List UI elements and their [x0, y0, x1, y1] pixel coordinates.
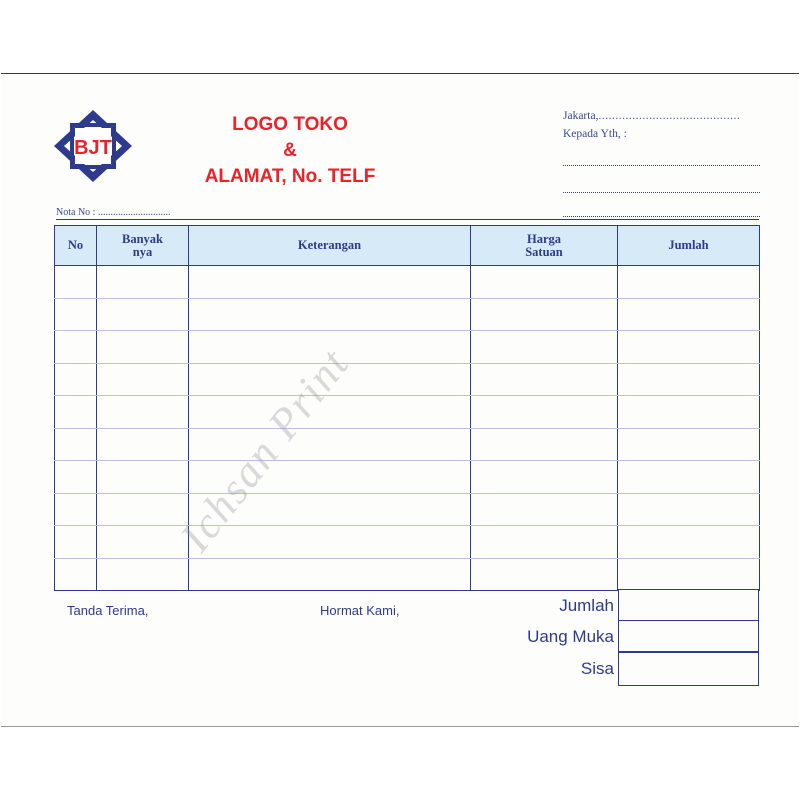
recipient-block: [563, 110, 763, 146]
total-label: Jumlah: [559, 596, 614, 615]
col-qty-cell[interactable]: [97, 331, 189, 364]
received-by-label: Tanda Terima,: [67, 603, 149, 618]
col-no-cell[interactable]: [55, 428, 97, 461]
col-no-cell[interactable]: [55, 526, 97, 559]
col-qty-cell[interactable]: [97, 558, 189, 591]
recipient-label: Kepada Yth, :: [563, 128, 627, 140]
col-header-qty-line1: Banyak: [122, 231, 163, 246]
balance-label: Sisa: [580, 659, 614, 678]
col-price-cell[interactable]: [471, 526, 618, 559]
city-label: Jakarta,: [563, 110, 599, 122]
table-row: [55, 461, 760, 494]
col-qty-cell[interactable]: [97, 461, 189, 494]
col-no-cell[interactable]: [55, 558, 97, 591]
col-qty-cell[interactable]: [97, 363, 189, 396]
col-price-cell[interactable]: [471, 363, 618, 396]
col-price-cell[interactable]: [471, 493, 618, 526]
col-desc-cell[interactable]: [189, 558, 471, 591]
recipient-line-1[interactable]: [563, 165, 760, 166]
col-header-qty: [97, 226, 189, 266]
table-row: [55, 298, 760, 331]
deposit-label: Uang Muka: [527, 627, 614, 646]
col-header-no: No: [55, 226, 97, 266]
regards-label: Hormat Kami,: [320, 603, 400, 618]
table-row: [55, 493, 760, 526]
col-no-cell[interactable]: [55, 298, 97, 331]
header-divider: [56, 219, 759, 220]
col-no-cell[interactable]: [55, 266, 97, 299]
col-jumlah-cell[interactable]: [618, 558, 760, 591]
balance-field[interactable]: [618, 652, 759, 686]
items-table: [54, 225, 760, 591]
deposit-field[interactable]: [618, 620, 759, 652]
shop-name: LOGO TOKO: [232, 114, 348, 135]
city-dots: ..........................................: [598, 110, 741, 122]
col-jumlah-cell[interactable]: [618, 298, 760, 331]
col-price-cell[interactable]: [471, 396, 618, 429]
watermark: Ichsan Print: [170, 339, 359, 561]
recipient-line-3[interactable]: [563, 216, 760, 217]
col-jumlah-cell[interactable]: [618, 428, 760, 461]
col-price-cell[interactable]: [471, 428, 618, 461]
col-price-cell[interactable]: [471, 331, 618, 364]
table-row: [55, 558, 760, 591]
col-jumlah-cell[interactable]: [618, 461, 760, 494]
col-qty-cell[interactable]: [97, 266, 189, 299]
col-jumlah-cell[interactable]: [618, 363, 760, 396]
col-price-cell[interactable]: [471, 461, 618, 494]
nota-dots: .............................: [97, 207, 171, 218]
col-price-cell[interactable]: [471, 266, 618, 299]
recipient-label-row: [563, 128, 763, 146]
col-desc-cell[interactable]: [189, 266, 471, 299]
col-jumlah-cell[interactable]: [618, 493, 760, 526]
invoice-number[interactable]: [56, 207, 170, 218]
table-row: [55, 526, 760, 559]
col-header-unit-price: [471, 226, 618, 266]
col-qty-cell[interactable]: [97, 428, 189, 461]
col-no-cell[interactable]: [55, 396, 97, 429]
table-row: [55, 331, 760, 364]
table-row: [55, 396, 760, 429]
table-header-row: [55, 226, 760, 266]
col-jumlah-cell[interactable]: [618, 396, 760, 429]
table-row: [55, 363, 760, 396]
col-jumlah-cell[interactable]: [618, 331, 760, 364]
city-date-line[interactable]: [563, 110, 763, 128]
col-header-description: Keterangan: [189, 226, 471, 266]
shop-address-phone: ALAMAT, No. TELF: [204, 166, 376, 187]
col-header-price-line2: Satuan: [525, 244, 563, 259]
col-no-cell[interactable]: [55, 461, 97, 494]
col-price-cell[interactable]: [471, 558, 618, 591]
col-desc-cell[interactable]: [189, 298, 471, 331]
recipient-line-2[interactable]: [563, 192, 760, 193]
col-header-price-line1: Harga: [526, 231, 562, 246]
shop-name-block: [150, 112, 430, 190]
col-jumlah-cell[interactable]: [618, 266, 760, 299]
col-qty-cell[interactable]: [97, 298, 189, 331]
shop-logo: [52, 108, 134, 184]
col-no-cell[interactable]: [55, 493, 97, 526]
table-row: [55, 428, 760, 461]
col-no-cell[interactable]: [55, 331, 97, 364]
col-no-cell[interactable]: [55, 363, 97, 396]
table-row: [55, 266, 760, 299]
col-header-total: Jumlah: [618, 226, 760, 266]
col-qty-cell[interactable]: [97, 493, 189, 526]
col-price-cell[interactable]: [471, 298, 618, 331]
col-qty-cell[interactable]: [97, 396, 189, 429]
logo-text: BJT: [74, 137, 112, 159]
col-header-qty-line2: nya: [132, 244, 153, 259]
total-field[interactable]: [618, 589, 759, 621]
col-jumlah-cell[interactable]: [618, 526, 760, 559]
nota-label: Nota No :: [56, 207, 96, 218]
shop-ampersand: &: [283, 140, 297, 161]
